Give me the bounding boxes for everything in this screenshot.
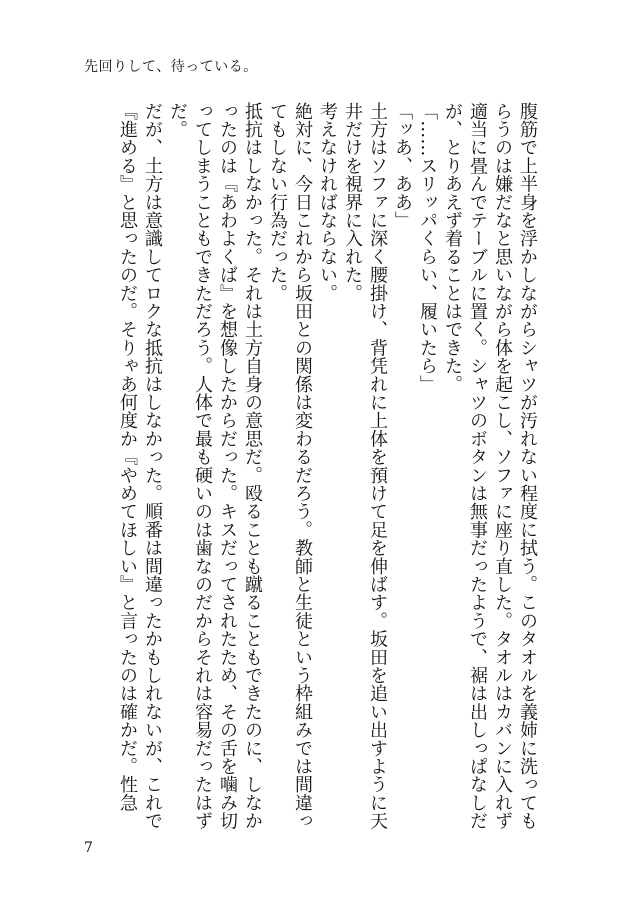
page-number: 7	[84, 840, 93, 856]
paragraph: 土方はソファに深く腰掛け、背凭れに上体を預けて足を伸ばす。坂田を追い出すように天井だけを視界に入れた。	[342, 102, 388, 830]
paragraph: 腹筋で上半身を浮かしながらシャツが汚れない程度に拭う。このタオルを義姉に洗ってもらうのは嫌だなと思いながら体を起こし、ソファに座り直した。タオルはカバンに入れず適当に畳んでテーブルに置く。シャツのボタンは無事だったようで、裾は出しっぱなしだが、とりあえず着ることはできた。	[442, 102, 538, 830]
paragraph: 「ッあ、ああ」	[392, 102, 413, 230]
paragraph: だが、土方は意識してロクな抵抗はしなかった。順番は間違ったかもしれないが、これで『進める』と思ったのだ。そりゃあ何度か『やめてほしい』と言ったのは確かだ。性急	[117, 102, 163, 830]
body-text	[70, 102, 540, 830]
running-head: 先回りして、待っている。	[84, 59, 258, 75]
paragraph: 「……スリッパくらい、履いたら」	[417, 102, 438, 394]
paragraph: 考えなければならない。	[317, 102, 338, 303]
paragraph: 絶対に、今日これから坂田との関係は変わるだろう。教師と生徒という枠組みでは間違ってもしない行為だった。	[267, 102, 313, 830]
paragraph: 抵抗はしなかった。それは土方自身の意思だ。殴ることも蹴ることもできたのに、しなかったのは『あわよくば』を想像したからだった。キスだってされたため、その舌を噛み切ってしまうこともできただろう。人体で最も硬いのは歯なのだからそれは容易だったはずだ。	[167, 102, 263, 830]
